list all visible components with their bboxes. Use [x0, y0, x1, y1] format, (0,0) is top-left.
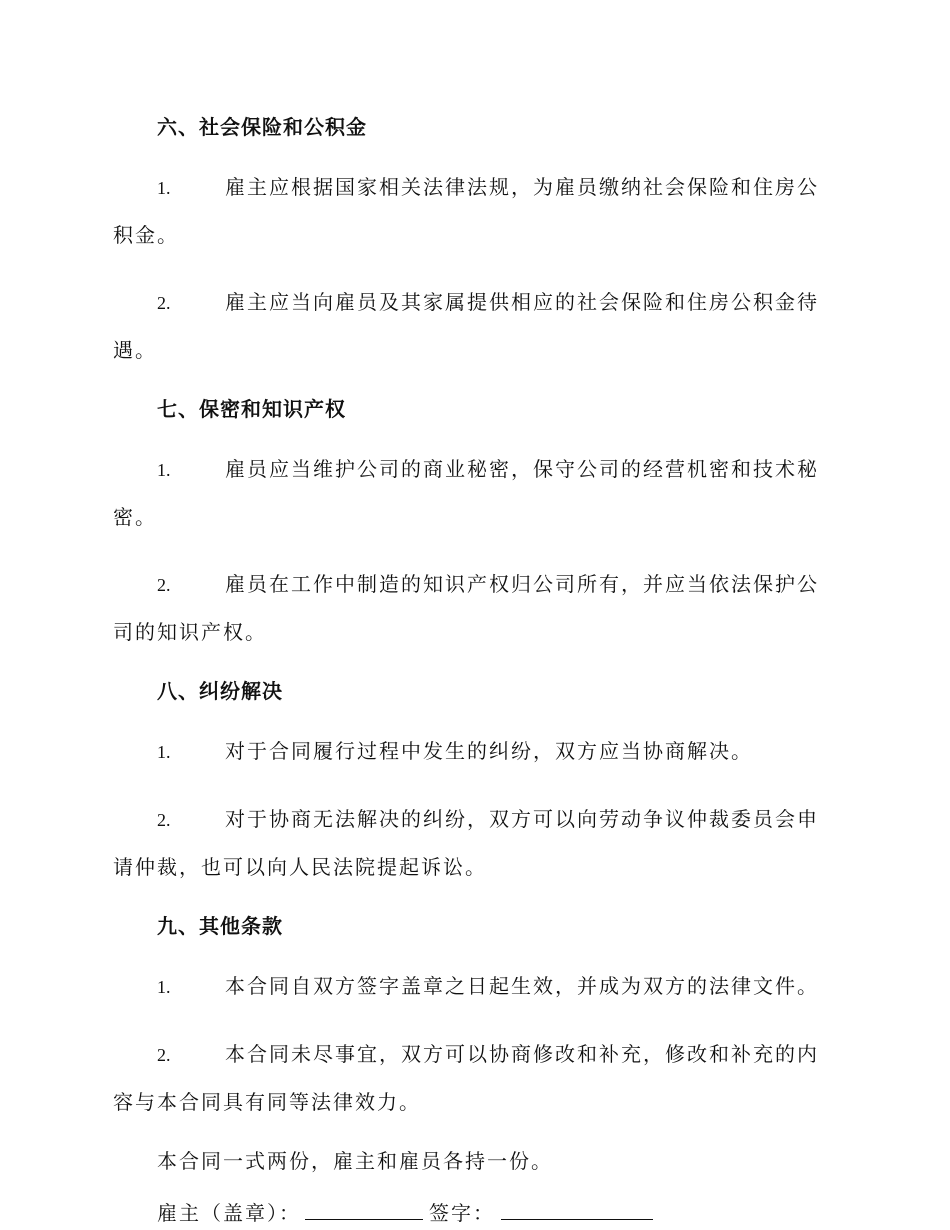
- clause-text: 本合同自双方签字盖章之日起生效，并成为双方的法律文件。: [225, 974, 819, 998]
- signature-line: [157, 1198, 835, 1228]
- section-confidentiality: [113, 394, 835, 656]
- section-heading: 七、保密和知识产权: [157, 397, 346, 421]
- employer-seal-blank[interactable]: [305, 1201, 423, 1220]
- clause-item: [113, 796, 835, 891]
- clause-item: [113, 561, 835, 656]
- clause-item: [113, 164, 835, 259]
- clause-item: [113, 963, 835, 1011]
- section-heading: 六、社会保险和公积金: [157, 115, 367, 139]
- clause-number: 2.: [157, 293, 171, 313]
- clause-item: [113, 1031, 835, 1126]
- section-heading: 八、纠纷解决: [157, 679, 283, 703]
- contract-body: [113, 112, 835, 1228]
- clause-text: 本合同未尽事宜，双方可以协商修改和补充，修改和补充的内容与本合同具有同等法律效力。: [113, 1042, 819, 1114]
- clause-text: 对于协商无法解决的纠纷，双方可以向劳动争议仲裁委员会申请仲裁，也可以向人民法院提起诉讼。: [113, 807, 819, 879]
- clause-text: 雇主应根据国家相关法律法规，为雇员缴纳社会保险和住房公积金。: [113, 175, 819, 247]
- employer-seal-label: 雇主（盖章）：: [157, 1201, 301, 1225]
- clause-text: 雇主应当向雇员及其家属提供相应的社会保险和住房公积金待遇。: [113, 290, 819, 362]
- clause-number: 2.: [157, 810, 171, 830]
- section-heading: 九、其他条款: [157, 914, 283, 938]
- clause-number: 1.: [157, 977, 171, 997]
- clause-number: 2.: [157, 575, 171, 595]
- signature-blank[interactable]: [501, 1201, 653, 1220]
- section-other-terms: [113, 911, 835, 1126]
- clause-number: 1.: [157, 742, 171, 762]
- clause-text: 对于合同履行过程中发生的纠纷，双方应当协商解决。: [225, 739, 753, 763]
- section-social-insurance: [113, 112, 835, 374]
- section-dispute-resolution: [113, 676, 835, 891]
- clause-item: [113, 279, 835, 374]
- clause-number: 1.: [157, 460, 171, 480]
- clause-item: [113, 446, 835, 541]
- signature-label: 签字：: [429, 1201, 495, 1225]
- clause-item: [113, 728, 835, 776]
- clause-number: 2.: [157, 1045, 171, 1065]
- closing-statement: 本合同一式两份，雇主和雇员各持一份。: [157, 1149, 553, 1173]
- clause-number: 1.: [157, 178, 171, 198]
- clause-text: 雇员应当维护公司的商业秘密，保守公司的经营机密和技术秘密。: [113, 457, 819, 529]
- clause-text: 雇员在工作中制造的知识产权归公司所有，并应当依法保护公司的知识产权。: [113, 572, 819, 644]
